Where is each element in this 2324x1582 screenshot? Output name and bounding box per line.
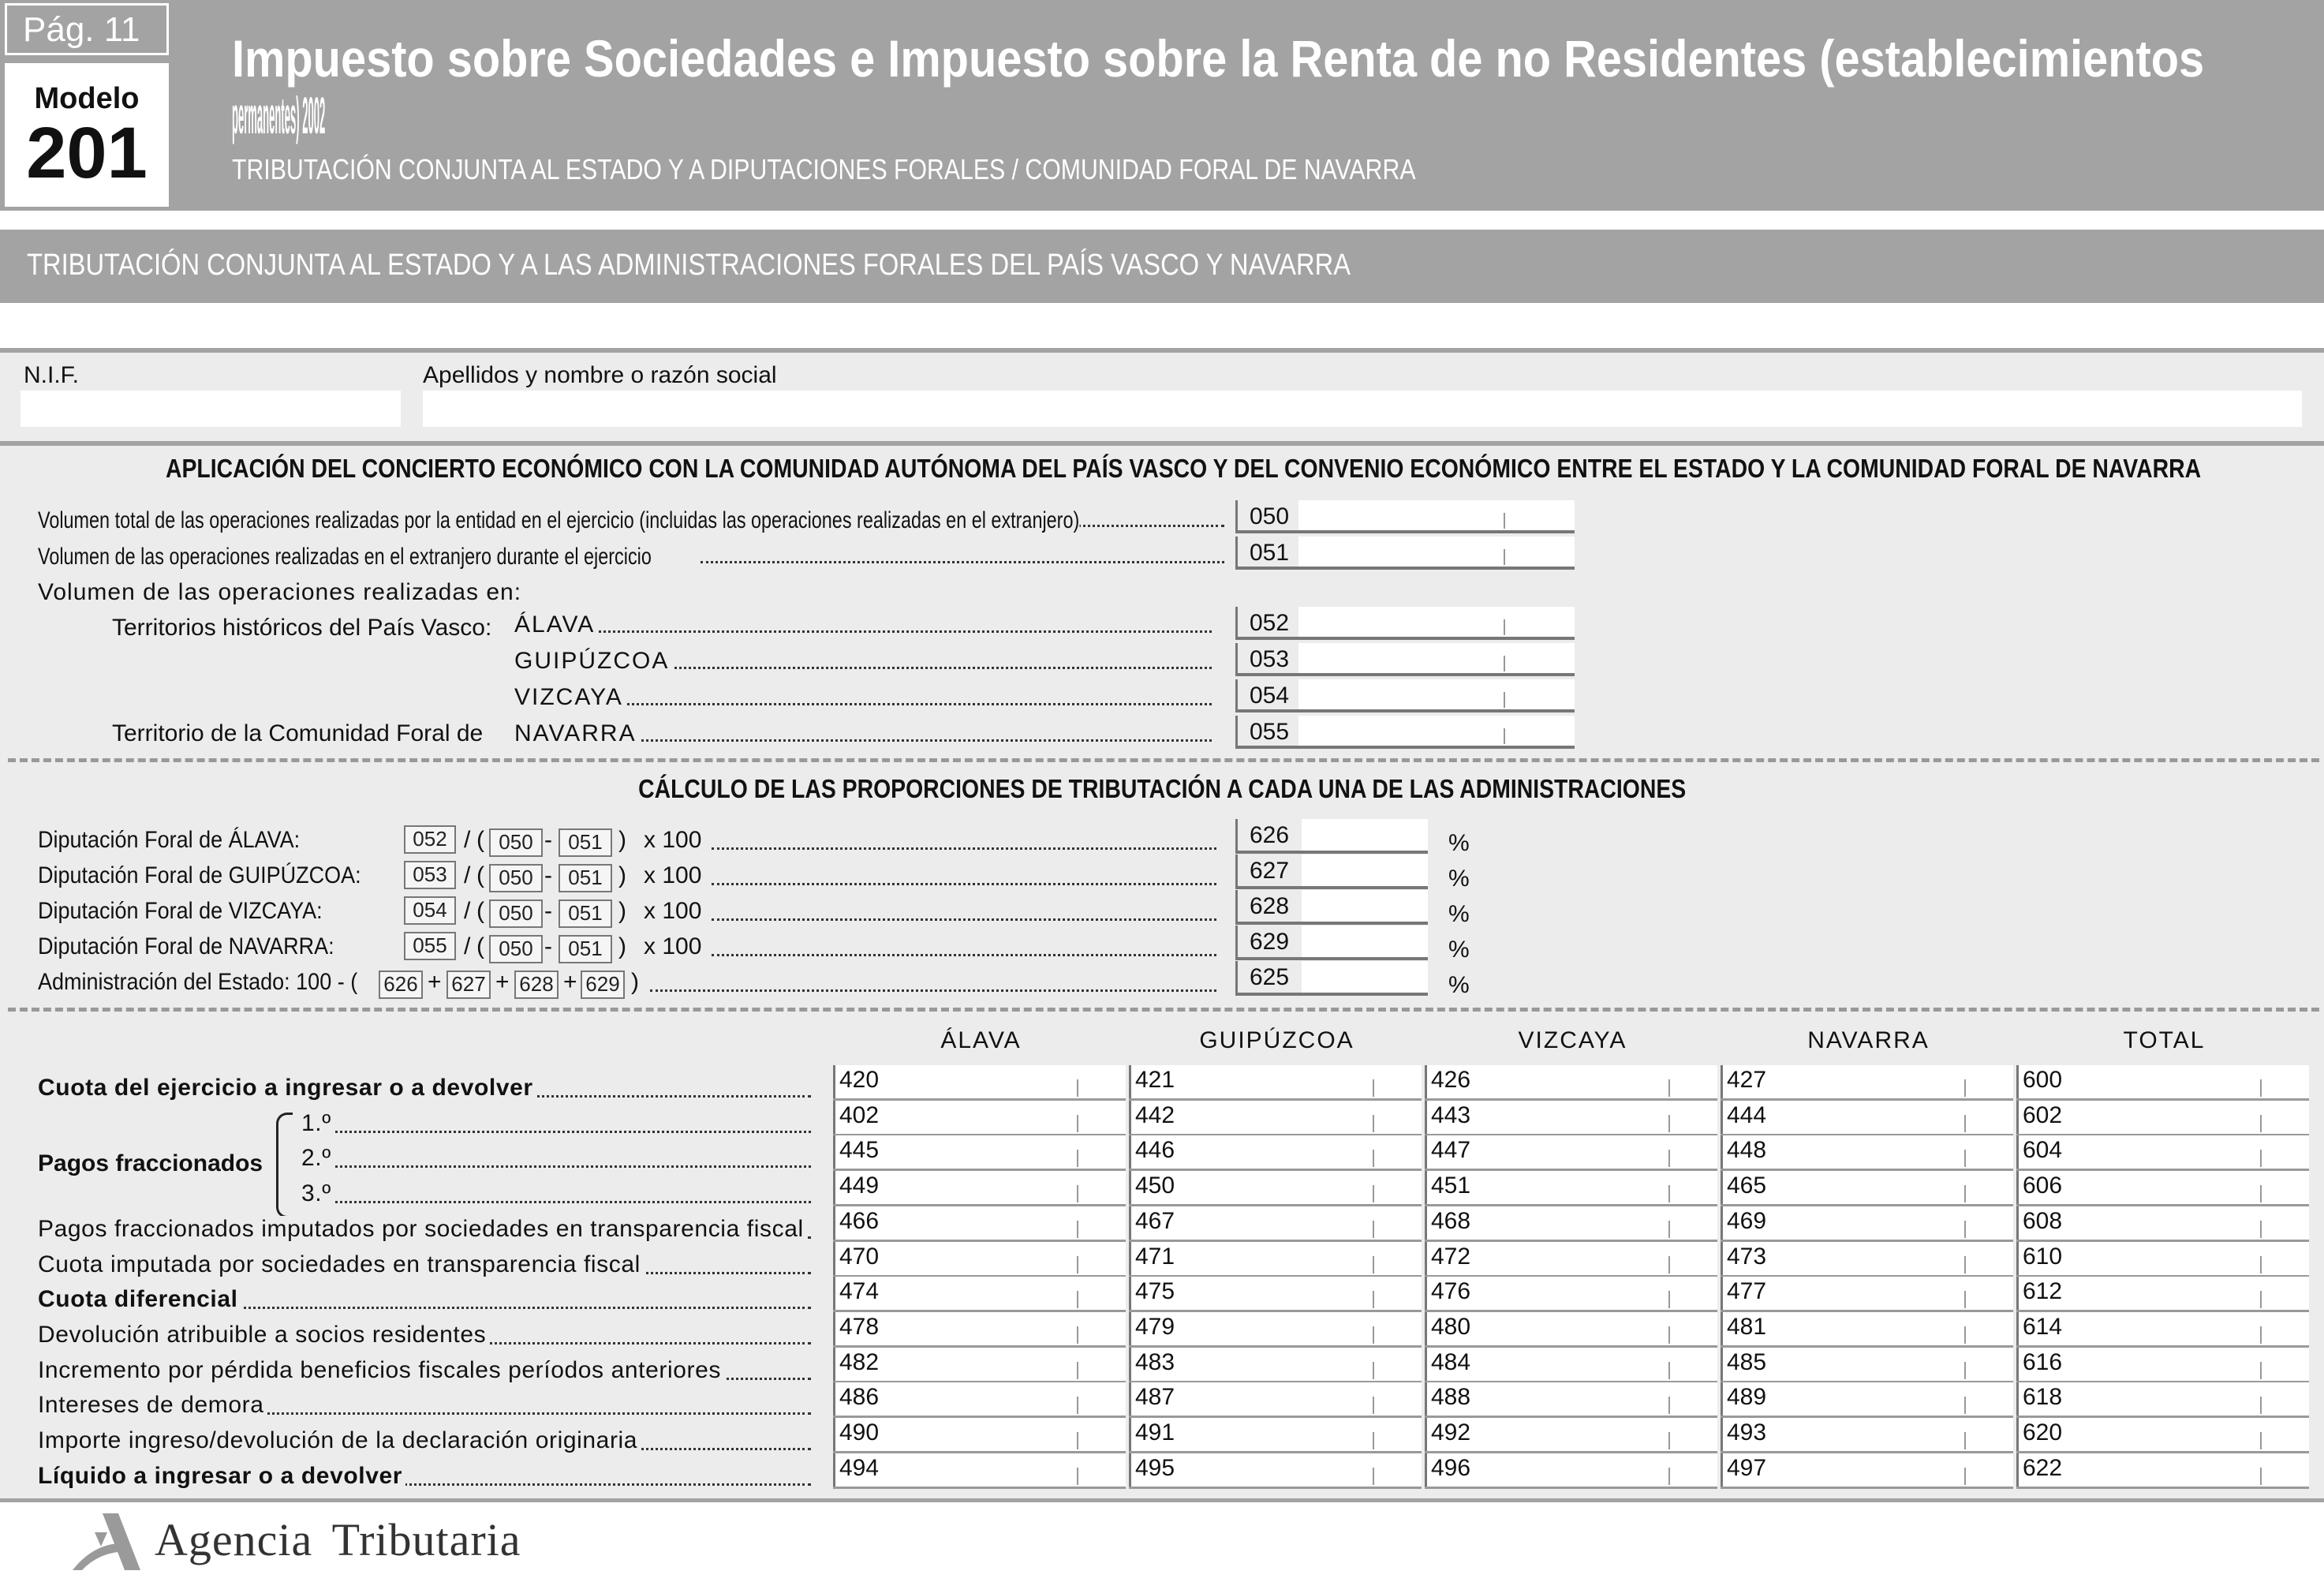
field-code: 474: [839, 1278, 880, 1304]
cuota-row-label-wrap: [38, 1463, 811, 1490]
field-code: 054: [1250, 683, 1290, 709]
percent-sign: %: [1448, 866, 1470, 892]
field-code: 468: [1431, 1208, 1471, 1234]
amount-input-426[interactable]: [1425, 1065, 1717, 1101]
estado-label: Administración del Estado: 100 - (: [38, 969, 358, 995]
proporciones-heading: CÁLCULO DE LAS PROPORCIONES DE TRIBUTACIÓN A CADA UNA DE LAS ADMINISTRACIONES: [637, 774, 1687, 803]
dot-leader: [562, 703, 1212, 705]
footer-rule: [0, 1498, 2324, 1502]
field-code: 470: [839, 1244, 880, 1270]
reference-code-box: 054: [404, 896, 456, 925]
percent-sign: %: [1448, 937, 1470, 963]
amount-input-446[interactable]: [1129, 1135, 1422, 1171]
page-subtitle: TRIBUTACIÓN CONJUNTA AL ESTADO Y A DIPUTACIONES FORALES / COMUNIDAD FORAL DE NAVARRA: [232, 153, 1416, 185]
cuota-row-label: Devolución atribuible a socios residentes: [38, 1322, 489, 1348]
amount-input-610[interactable]: [2016, 1242, 2309, 1277]
vol-en-label: Volumen de las operaciones realizadas en:: [38, 579, 522, 605]
reference-code-box: 050: [489, 935, 543, 963]
cuota-row-label-wrap: [301, 1180, 811, 1207]
reference-code-box: 050: [489, 899, 543, 928]
amount-input-473[interactable]: [1721, 1242, 2013, 1277]
field-code: 600: [2023, 1067, 2063, 1093]
vol-total-input[interactable]: [1235, 500, 1575, 533]
field-code: 467: [1135, 1208, 1175, 1234]
slash: /: [464, 898, 471, 924]
vol-extranjero-input[interactable]: [1235, 537, 1575, 570]
field-code: 628: [1250, 893, 1290, 919]
reference-code-box: 629: [581, 971, 625, 999]
amount-input-471[interactable]: [1129, 1242, 1422, 1277]
territorio-name: GUIPÚZCOA: [514, 648, 672, 674]
reference-code-box: 051: [559, 828, 612, 857]
cuota-row-label-wrap: [38, 1216, 811, 1243]
minus: -: [544, 862, 552, 888]
amount-input-450[interactable]: [1129, 1171, 1422, 1206]
agency-name: Agencia Tributaria: [155, 1514, 521, 1565]
column-header: VIZCAYA: [1518, 1027, 1627, 1053]
close-paren: ): [618, 898, 626, 924]
amount-input-614[interactable]: [2016, 1312, 2309, 1348]
amount-input-485[interactable]: [1721, 1348, 2013, 1383]
amount-input-488[interactable]: [1425, 1382, 1717, 1418]
field-code: 480: [1431, 1314, 1471, 1340]
column-header: ÁLAVA: [940, 1027, 1022, 1053]
territorio-row: [514, 720, 1224, 747]
page-number-box: [5, 3, 169, 55]
field-code: 487: [1135, 1384, 1175, 1410]
amount-input-494[interactable]: [833, 1453, 1126, 1489]
amount-input-618[interactable]: [2016, 1382, 2309, 1418]
field-code: 614: [2023, 1314, 2063, 1340]
reference-code-box: 626: [379, 971, 423, 999]
amount-input-470[interactable]: [833, 1242, 1126, 1277]
amount-input-622[interactable]: [2016, 1453, 2309, 1489]
open-paren: (: [476, 898, 484, 924]
plus: +: [495, 969, 510, 995]
field-code: 472: [1431, 1244, 1471, 1270]
percent-input-629[interactable]: [1235, 926, 1428, 960]
field-code: 420: [839, 1067, 880, 1093]
amount-input-600[interactable]: [2016, 1065, 2309, 1101]
field-code: 610: [2023, 1244, 2063, 1270]
reference-code-box: 052: [404, 825, 456, 854]
territorio-name: NAVARRA: [514, 720, 640, 746]
amount-input-489[interactable]: [1721, 1382, 2013, 1418]
cuota-row-label: Incremento por pérdida beneficios fiscales períodos anteriores: [38, 1357, 724, 1383]
amount-input-491[interactable]: [1129, 1418, 1422, 1453]
amount-input-484[interactable]: [1425, 1348, 1717, 1383]
field-code: 489: [1727, 1384, 1767, 1410]
amount-input-602[interactable]: [2016, 1101, 2309, 1136]
amount-input-497[interactable]: [1721, 1453, 2013, 1489]
field-code: 055: [1250, 719, 1290, 745]
divider: [8, 1008, 2319, 1012]
amount-input-443[interactable]: [1425, 1101, 1717, 1136]
times-100: x 100: [644, 827, 702, 853]
territorio-row: [514, 648, 1224, 675]
field-code: 481: [1727, 1314, 1767, 1340]
times-100: x 100: [644, 898, 702, 924]
territorio-input-053[interactable]: [1235, 643, 1575, 676]
amount-input-606[interactable]: [2016, 1171, 2309, 1206]
field-code: 482: [839, 1349, 880, 1375]
field-code: 622: [2023, 1455, 2063, 1481]
pagos-fraccionados-label: Pagos fraccionados: [38, 1150, 263, 1176]
vol-extranjero-label: Volumen de las operaciones realizadas en el extranjero durante el ejercicio: [38, 544, 652, 570]
cuota-row-label: 3.º: [301, 1180, 334, 1206]
field-code: 052: [1250, 610, 1290, 636]
slash: /: [464, 862, 471, 888]
open-paren: (: [476, 827, 484, 853]
percent-input-628[interactable]: [1235, 890, 1428, 925]
dot-leader: [712, 954, 1216, 956]
reference-code-box: 053: [404, 861, 456, 889]
cuota-row-label-wrap: [38, 1251, 811, 1278]
amount-input-465[interactable]: [1721, 1171, 2013, 1206]
field-code: 451: [1431, 1172, 1471, 1199]
field-code: 496: [1431, 1455, 1471, 1481]
amount-input-448[interactable]: [1721, 1135, 2013, 1171]
reference-code-box: 051: [559, 899, 612, 928]
amount-input-402[interactable]: [833, 1101, 1126, 1136]
amount-input-466[interactable]: [833, 1206, 1126, 1242]
cuota-row-label: Cuota diferencial: [38, 1286, 241, 1312]
times-100: x 100: [644, 933, 702, 959]
field-code: 618: [2023, 1384, 2063, 1410]
field-code: 475: [1135, 1278, 1175, 1304]
territorio-input-054[interactable]: [1235, 679, 1575, 712]
slash: /: [464, 933, 471, 959]
modelo-label: Modelo: [34, 82, 140, 115]
field-code: 421: [1135, 1067, 1175, 1093]
page-title-line2: permanentes) 2002: [232, 86, 326, 144]
field-code: 629: [1250, 929, 1290, 955]
amount-input-483[interactable]: [1129, 1348, 1422, 1383]
amount-input-468[interactable]: [1425, 1206, 1717, 1242]
field-code: 443: [1431, 1102, 1471, 1128]
amount-input-478[interactable]: [833, 1312, 1126, 1348]
amount-input-616[interactable]: [2016, 1348, 2309, 1383]
field-code: 447: [1431, 1137, 1471, 1163]
amount-input-482[interactable]: [833, 1348, 1126, 1383]
amount-input-608[interactable]: [2016, 1206, 2309, 1242]
cuota-row-label-wrap: [38, 1357, 811, 1384]
field-code: 445: [839, 1137, 880, 1163]
amount-input-421[interactable]: [1129, 1065, 1422, 1101]
reference-code-box: 051: [559, 864, 612, 892]
cuota-row-label-wrap: [38, 1286, 811, 1313]
dot-leader: [317, 1131, 811, 1133]
column-header: GUIPÚZCOA: [1199, 1027, 1354, 1053]
field-code: 450: [1135, 1172, 1175, 1199]
amount-input-495[interactable]: [1129, 1453, 1422, 1489]
amount-input-449[interactable]: [833, 1171, 1126, 1206]
percent-sign: %: [1448, 901, 1470, 927]
amount-input-474[interactable]: [833, 1277, 1126, 1312]
cuota-row-label-wrap: [301, 1110, 811, 1137]
cuota-row-label: Intereses de demora: [38, 1392, 267, 1418]
amount-input-445[interactable]: [833, 1135, 1126, 1171]
field-code: 469: [1727, 1208, 1767, 1234]
dot-leader: [712, 918, 1216, 921]
amount-input-493[interactable]: [1721, 1418, 2013, 1453]
minus: -: [544, 827, 552, 853]
percent-sign: %: [1448, 830, 1470, 856]
field-code: 427: [1727, 1067, 1767, 1093]
territorio-row: [514, 611, 1224, 638]
cuota-row-label-wrap: [301, 1145, 811, 1172]
field-code: 488: [1431, 1384, 1471, 1410]
modelo-box: [5, 63, 169, 207]
amount-input-451[interactable]: [1425, 1171, 1717, 1206]
amount-input-427[interactable]: [1721, 1065, 2013, 1101]
amount-input-492[interactable]: [1425, 1418, 1717, 1453]
nif-label: N.I.F.: [24, 362, 80, 388]
amount-input-487[interactable]: [1129, 1382, 1422, 1418]
vol-total-code: 050: [1250, 503, 1290, 529]
page-number: Pág. 11: [23, 10, 140, 49]
amount-input-475[interactable]: [1129, 1277, 1422, 1312]
field-code: 491: [1135, 1419, 1175, 1445]
field-code: 053: [1250, 646, 1290, 672]
reference-code-box: 051: [559, 935, 612, 963]
amount-input-496[interactable]: [1425, 1453, 1717, 1489]
field-code: 602: [2023, 1102, 2063, 1128]
field-code: 495: [1135, 1455, 1175, 1481]
field-code: 477: [1727, 1278, 1767, 1304]
close-paren: ): [631, 969, 639, 995]
cuota-row-label-wrap: [38, 1322, 811, 1348]
field-code: 492: [1431, 1419, 1471, 1445]
modelo-number: 201: [26, 113, 148, 193]
field-code: 494: [839, 1455, 880, 1481]
open-paren: (: [476, 933, 484, 959]
proporcion-label: Diputación Foral de ÁLAVA:: [38, 827, 301, 853]
slash: /: [464, 827, 471, 853]
field-code: 476: [1431, 1278, 1471, 1304]
amount-input-476[interactable]: [1425, 1277, 1717, 1312]
minus: -: [544, 933, 552, 959]
times-100: x 100: [644, 862, 702, 888]
cuota-row-label: Importe ingreso/devolución de la declaración originaria: [38, 1427, 641, 1453]
field-code: 485: [1727, 1349, 1767, 1375]
cuota-row-label: Cuota imputada por sociedades en transparencia fiscal: [38, 1251, 644, 1277]
field-code: 616: [2023, 1349, 2063, 1375]
proporcion-label: Diputación Foral de GUIPÚZCOA:: [38, 862, 361, 888]
plus: +: [428, 969, 442, 995]
amount-input-479[interactable]: [1129, 1312, 1422, 1348]
territorio-input-052[interactable]: [1235, 607, 1575, 640]
cuota-row-label: Cuota del ejercicio a ingresar o a devolver: [38, 1075, 536, 1101]
field-code: 426: [1431, 1067, 1471, 1093]
amount-input-472[interactable]: [1425, 1242, 1717, 1277]
field-code: 444: [1727, 1102, 1767, 1128]
cuota-row-label: 2.º: [301, 1145, 334, 1171]
field-code: 620: [2023, 1419, 2063, 1445]
cuota-row-label: 1.º: [301, 1110, 334, 1136]
field-code: 486: [839, 1384, 880, 1410]
name-field[interactable]: [423, 391, 2302, 427]
dot-leader: [317, 1201, 811, 1203]
field-code: 479: [1135, 1314, 1175, 1340]
amount-input-447[interactable]: [1425, 1135, 1717, 1171]
amount-input-469[interactable]: [1721, 1206, 2013, 1242]
territorio-name: ÁLAVA: [514, 611, 598, 638]
field-code: 449: [839, 1172, 880, 1199]
column-header: NAVARRA: [1807, 1027, 1930, 1053]
amount-input-481[interactable]: [1721, 1312, 2013, 1348]
cuota-row-label: Pagos fraccionados imputados por sociedades en transparencia fiscal: [38, 1216, 807, 1242]
field-code: 612: [2023, 1278, 2063, 1304]
amount-input-612[interactable]: [2016, 1277, 2309, 1312]
nif-field[interactable]: [21, 391, 401, 427]
concierto-heading: APLICACIÓN DEL CONCIERTO ECONÓMICO CON LA COMUNIDAD AUTÓNOMA DEL PAÍS VASCO Y DEL CONVENIO ECONÓMICO ENTRE EL ESTADO Y LA COMUNIDAD FORAL DE NAVARRA: [166, 454, 2202, 483]
percent-input-625[interactable]: [1235, 961, 1428, 996]
territorio-input-055[interactable]: [1235, 716, 1575, 749]
field-code: 484: [1431, 1349, 1471, 1375]
reference-code-box: 055: [404, 932, 456, 960]
plus: +: [563, 969, 577, 995]
reference-code-box: 050: [489, 864, 543, 892]
pagos-brace: [276, 1113, 293, 1218]
amount-input-467[interactable]: [1129, 1206, 1422, 1242]
field-code: 490: [839, 1419, 880, 1445]
section-banner-text: TRIBUTACIÓN CONJUNTA AL ESTADO Y A LAS ADMINISTRACIONES FORALES DEL PAÍS VASCO Y NAVARRA: [27, 249, 1351, 282]
dot-leader: [562, 630, 1212, 633]
territorios-label: Territorios históricos del País Vasco:: [112, 615, 492, 641]
field-code: 473: [1727, 1244, 1767, 1270]
proporcion-label: Diputación Foral de VIZCAYA:: [38, 898, 323, 924]
column-header: TOTAL: [2123, 1027, 2206, 1053]
dot-leader: [712, 847, 1216, 850]
divider: [8, 758, 2319, 762]
cuota-row-label-wrap: [38, 1075, 811, 1101]
identification-panel: [0, 348, 2324, 441]
navarra-territorio-label: Territorio de la Comunidad Foral de: [112, 720, 484, 746]
percent-input-626[interactable]: [1235, 819, 1428, 854]
field-code: 497: [1727, 1455, 1767, 1481]
field-code: 493: [1727, 1419, 1767, 1445]
cuota-row-label-wrap: [38, 1427, 811, 1454]
percent-input-627[interactable]: [1235, 855, 1428, 889]
field-code: 608: [2023, 1208, 2063, 1234]
close-paren: ): [618, 933, 626, 959]
territorio-row: [514, 684, 1224, 711]
field-code: 465: [1727, 1172, 1767, 1199]
dot-leader: [562, 739, 1212, 742]
amount-input-444[interactable]: [1721, 1101, 2013, 1136]
amount-input-480[interactable]: [1425, 1312, 1717, 1348]
field-code: 626: [1250, 822, 1290, 848]
field-code: 471: [1135, 1244, 1175, 1270]
vol-extranjero-code: 051: [1250, 540, 1290, 566]
amount-input-420[interactable]: [833, 1065, 1126, 1101]
cuota-row-label-wrap: [38, 1392, 811, 1419]
amount-input-442[interactable]: [1129, 1101, 1422, 1136]
field-code: 442: [1135, 1102, 1175, 1128]
reference-code-box: 050: [489, 828, 543, 857]
percent-sign: %: [1448, 972, 1470, 998]
agencia-tributaria-logo-icon: [71, 1510, 142, 1573]
amount-input-620[interactable]: [2016, 1418, 2309, 1453]
amount-input-604[interactable]: [2016, 1135, 2309, 1171]
dot-leader: [712, 883, 1216, 885]
open-paren: (: [476, 862, 484, 888]
field-code: 483: [1135, 1349, 1175, 1375]
section-banner: [0, 230, 2324, 303]
reference-code-box: 628: [514, 971, 559, 999]
territorio-name: VIZCAYA: [514, 684, 626, 710]
close-paren: ): [618, 862, 626, 888]
proporcion-label: Diputación Foral de NAVARRA:: [38, 933, 334, 959]
dot-leader: [317, 1165, 811, 1168]
amount-input-477[interactable]: [1721, 1277, 2013, 1312]
field-code: 604: [2023, 1137, 2063, 1163]
field-code: 478: [839, 1314, 880, 1340]
dot-leader: [650, 989, 1216, 992]
name-label: Apellidos y nombre o razón social: [423, 362, 777, 388]
vol-total-label: Volumen total de las operaciones realizadas por la entidad en el ejercicio (incluidas las operaciones realizadas en el extranjero): [38, 507, 1080, 533]
field-code: 446: [1135, 1137, 1175, 1163]
amount-input-486[interactable]: [833, 1382, 1126, 1418]
field-code: 625: [1250, 964, 1290, 990]
page-title-line1: Impuesto sobre Sociedades e Impuesto sobre la Renta de no Residentes (establecimientos: [232, 29, 2205, 88]
field-code: 402: [839, 1102, 880, 1128]
field-code: 466: [839, 1208, 880, 1234]
field-code: 627: [1250, 858, 1290, 884]
minus: -: [544, 898, 552, 924]
close-paren: ): [618, 827, 626, 853]
field-code: 606: [2023, 1172, 2063, 1199]
amount-input-490[interactable]: [833, 1418, 1126, 1453]
cuota-row-label: Líquido a ingresar o a devolver: [38, 1463, 405, 1489]
field-code: 448: [1727, 1137, 1767, 1163]
reference-code-box: 627: [446, 971, 491, 999]
